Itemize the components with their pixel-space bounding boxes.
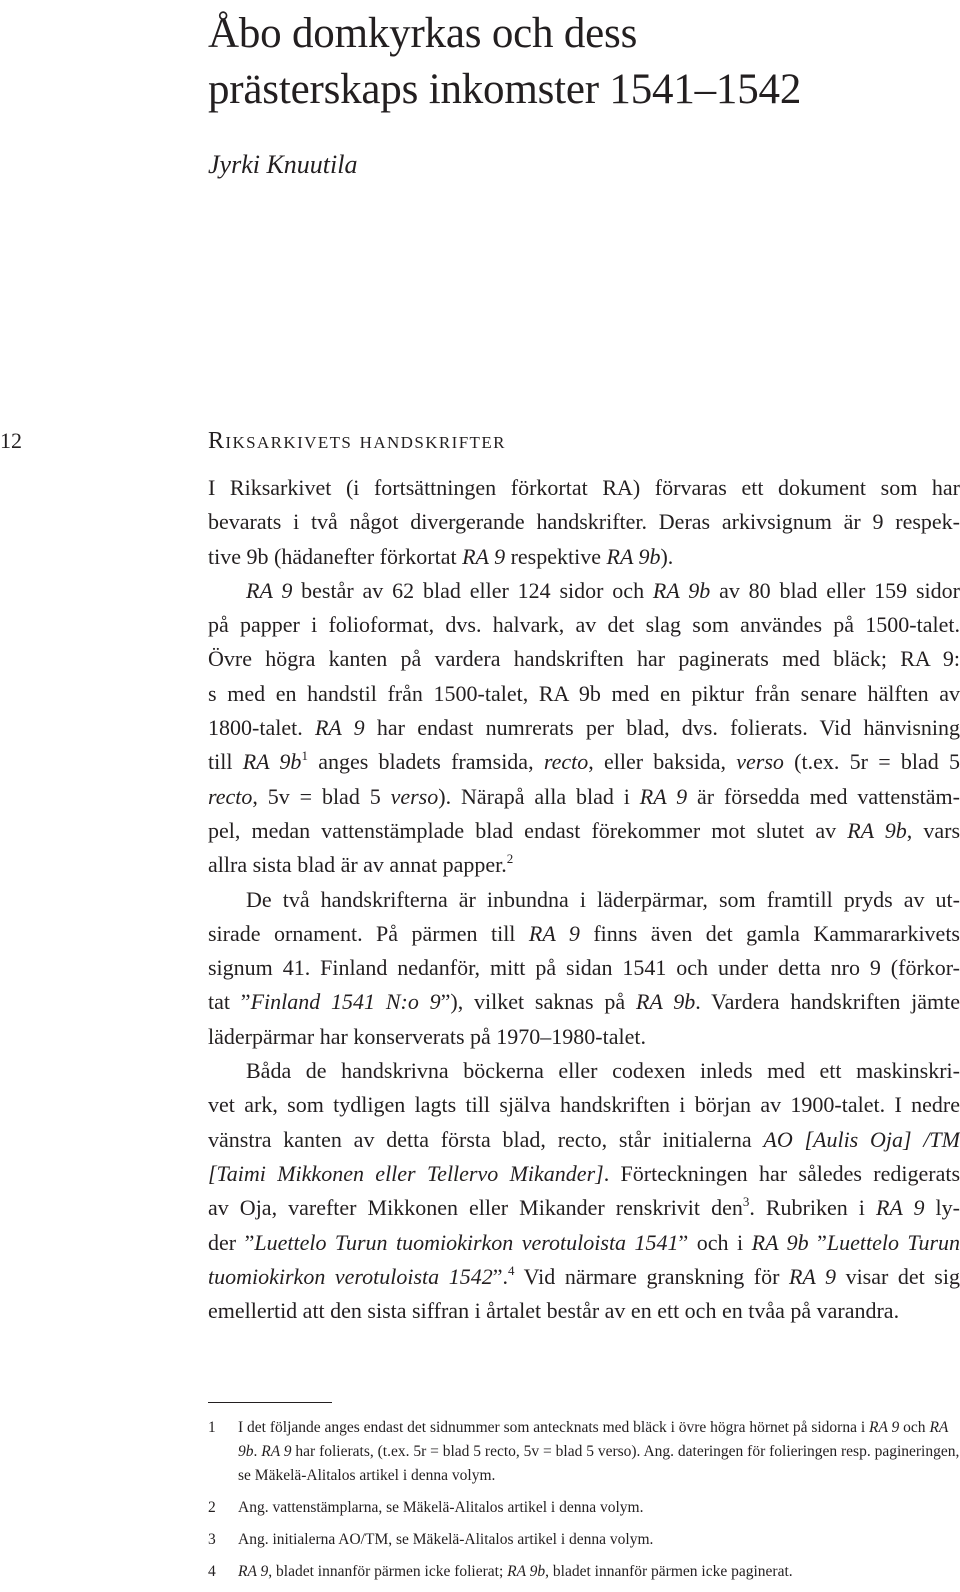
title-line-1: Åbo domkyrkas och dess <box>208 10 638 57</box>
text-line <box>208 505 960 539</box>
paragraph-1 <box>208 471 960 574</box>
text-line <box>208 642 960 676</box>
text-line <box>208 780 960 814</box>
italic-ref: RA 9 <box>788 1263 837 1289</box>
paragraph-2 <box>208 574 960 883</box>
author-name: Jyrki Knuutila <box>208 150 358 179</box>
text-line <box>208 951 960 985</box>
text-span: ”. <box>492 1263 508 1289</box>
italic-ref: RA 9 <box>528 920 580 946</box>
text-span: ”), vilket saknas på <box>440 989 636 1015</box>
text-span: I Riksarkivet (i fortsättningen förkortat RA) förvaras ett dokument som har <box>208 475 960 500</box>
italic-initials: [Taimi Mikkonen eller Tellervo Mikander] <box>208 1160 604 1186</box>
text-span: tat ” <box>208 989 251 1015</box>
text-span: tive 9b (hädanefter förkortat <box>208 543 463 569</box>
text-line <box>208 883 960 917</box>
text-span: pel, medan vattenstämplade blad endast förekommer mot slutet av <box>208 817 848 843</box>
text-span: är försedda med vattenstäm- <box>687 783 960 809</box>
text-span: der ” <box>208 1229 255 1255</box>
footnote-divider <box>208 1402 332 1403</box>
text-span: vet ark, som tydligen lagts till själva handskriften i början av 1900-talet. I nedre <box>208 1092 960 1118</box>
text-line <box>208 574 960 608</box>
text-line <box>208 745 960 779</box>
text-line <box>208 1294 960 1328</box>
italic-ref: RA 9 <box>314 715 365 741</box>
text-span: (t.ex. 5r = blad 5 <box>783 749 960 775</box>
footnote-ref-1[interactable]: 1 <box>301 748 308 764</box>
footnote-2 <box>208 1496 960 1520</box>
footnote-number: 3 <box>208 1531 216 1548</box>
text-span: finns även det gamla Kammararkivets <box>579 920 960 946</box>
italic-quote: Finland 1541 N:o 9 <box>250 989 441 1015</box>
italic-initials: AO [Aulis Oja] /TM <box>763 1126 960 1152</box>
text-span: läderpärmar har konserverats på 1970–1980-talet. <box>208 1023 646 1049</box>
footnote-text <box>238 1416 960 1488</box>
text-span: emellertid att den sista siffran i årtalet består av en ett och en tvåa på varandra. <box>208 1298 900 1324</box>
footnote-ref-4[interactable]: 4 <box>507 1262 515 1278</box>
text-span: och <box>899 1419 930 1436</box>
italic-ref: RA 9 <box>462 543 506 569</box>
text-line <box>208 848 960 882</box>
footnote-text <box>238 1560 960 1584</box>
text-span: har endast numrerats per blad, dvs. folierats. Vid hänvisning <box>364 715 960 741</box>
text-span: allra sista blad är av annat papper. <box>208 852 507 878</box>
footnote-number: 4 <box>208 1563 216 1580</box>
italic-ref: RA 9b <box>606 543 661 569</box>
footnotes <box>208 1416 960 1592</box>
text-line <box>208 1054 960 1088</box>
text-span: , 5v = blad 5 <box>252 783 391 809</box>
text-span: De två handskrifterna är inbundna i läderpärmar, som framtill pryds av ut- <box>246 886 960 912</box>
footnote-1 <box>208 1416 960 1488</box>
italic-quote: Luettelo Turun <box>826 1229 960 1255</box>
text-span: I det följande anges endast det sidnummer som antecknats med bläck i övre högra hörnet på sidorna i <box>238 1419 870 1436</box>
text-line <box>208 1157 960 1191</box>
italic-ref: RA 9b <box>847 817 907 843</box>
italic-quote: Luettelo Turun tuomiokirkon verotuloista 1541 <box>254 1229 679 1255</box>
text-span: . Förteckningen har således redigerats <box>603 1160 960 1186</box>
text-span: Övre högra kanten på vardera handskriften har paginerats med bläck; RA 9: <box>208 646 960 672</box>
text-span: s med en handstil från 1500-talet, RA 9b med en piktur från senare hälften av <box>208 680 960 706</box>
italic-ref: RA 9b <box>652 577 711 603</box>
text-span: , eller baksida, <box>588 749 737 775</box>
footnote-number: 2 <box>208 1499 216 1516</box>
text-span: av Oja, varefter Mikkonen eller Mikander renskrivit den <box>208 1195 743 1221</box>
page-title <box>208 6 928 118</box>
text-span: , vars <box>906 817 960 843</box>
italic-ref: RA 9 <box>875 1195 925 1221</box>
text-span: ). <box>660 543 674 569</box>
title-line-2: prästerskaps inkomster 1541–1542 <box>208 66 802 113</box>
text-line <box>208 1226 960 1260</box>
text-span: . <box>253 1443 262 1460</box>
italic-ref: RA 9 <box>261 1443 292 1460</box>
paragraph-3 <box>208 883 960 1054</box>
italic-ref: RA 9 <box>238 1563 269 1580</box>
text-line <box>208 677 960 711</box>
text-span: . Rubriken i <box>749 1195 876 1221</box>
text-span: sirade ornament. På pärmen till <box>208 920 529 946</box>
text-span: respektive <box>505 543 607 569</box>
italic-ref: RA 9b <box>242 749 302 775</box>
text-line <box>208 1123 960 1157</box>
text-line <box>208 985 960 1019</box>
italic-ref: RA 9b <box>238 1419 949 1460</box>
text-span: till <box>208 749 243 775</box>
italic-term: verso <box>736 749 784 775</box>
text-line <box>208 917 960 951</box>
footnote-text: Ang. vattenstämplarna, se Mäkelä-Alitalos artikel i denna volym. <box>238 1499 644 1516</box>
italic-ref: RA 9b <box>751 1229 809 1255</box>
italic-ref: RA 9 <box>246 577 293 603</box>
text-span: på papper i folioformat, dvs. halvark, av det slag som användes på 1500-talet. <box>208 612 960 638</box>
italic-ref: RA 9 <box>869 1419 900 1436</box>
italic-term: recto <box>543 749 589 775</box>
text-line <box>208 471 960 505</box>
text-span: Båda de handskrivna böckerna eller codexen inleds med ett maskinskri- <box>246 1058 960 1084</box>
footnote-ref-3[interactable]: 3 <box>742 1194 750 1210</box>
text-line <box>208 540 960 574</box>
italic-ref: RA 9b <box>507 1563 546 1580</box>
italic-term: verso <box>390 783 439 809</box>
footnote-number: 1 <box>208 1419 216 1436</box>
italic-ref: RA 9b <box>635 989 696 1015</box>
italic-quote: tuomiokirkon verotuloista 1542 <box>208 1263 493 1289</box>
text-span: ” <box>808 1229 827 1255</box>
text-span: , bladet innanför pärmen icke paginerat. <box>545 1563 793 1580</box>
text-span: ” och i <box>678 1229 752 1255</box>
footnote-3 <box>208 1528 960 1552</box>
text-span: har folierats, (t.ex. 5r = blad 5 recto, 5v = blad 5 verso). Ang. dateringen för folieringen resp. pagineringen, se Mäkelä-Alitalos artikel i denna volym. <box>238 1443 960 1484</box>
footnote-4 <box>208 1560 960 1584</box>
body-text <box>208 471 960 1328</box>
text-span: vänstra kanten av detta första blad, recto, står initialerna <box>208 1126 764 1152</box>
text-span: visar det sig <box>836 1263 960 1289</box>
section-heading: Riksarkivets handskrifter <box>208 428 506 454</box>
text-span: Vid närmare granskning för <box>514 1263 789 1289</box>
text-span: anges bladets framsida, <box>307 749 544 775</box>
paragraph-4 <box>208 1054 960 1328</box>
italic-ref: RA 9 <box>639 783 688 809</box>
text-line <box>208 814 960 848</box>
text-span: 1800-talet. <box>208 715 315 741</box>
text-span: bevarats i två något divergerande handskrifter. Deras arkivsignum är 9 respek- <box>208 509 960 535</box>
text-line <box>208 608 960 642</box>
text-span: . Vardera handskriften jämte <box>695 989 960 1015</box>
text-span: signum 41. Finland nedanför, mitt på sidan 1541 och under detta nro 9 (förkor- <box>208 955 960 981</box>
footnote-text: Ang. initialerna AO/TM, se Mäkelä-Alitalos artikel i denna volym. <box>238 1531 654 1548</box>
page-number: 12 <box>0 428 22 453</box>
text-line <box>208 1088 960 1122</box>
text-line <box>208 711 960 745</box>
text-span: ly- <box>924 1195 960 1221</box>
text-span: består av 62 blad eller 124 sidor och <box>292 577 653 603</box>
text-line <box>208 1191 960 1225</box>
text-line <box>208 1020 960 1054</box>
text-span: , bladet innanför pärmen icke folierat; <box>268 1563 508 1580</box>
text-line <box>208 1260 960 1294</box>
text-span: ). Närapå alla blad i <box>438 783 640 809</box>
italic-term: recto <box>208 783 253 809</box>
footnote-ref-2[interactable]: 2 <box>506 851 514 867</box>
text-span: av 80 blad eller 159 sidor <box>710 577 960 603</box>
